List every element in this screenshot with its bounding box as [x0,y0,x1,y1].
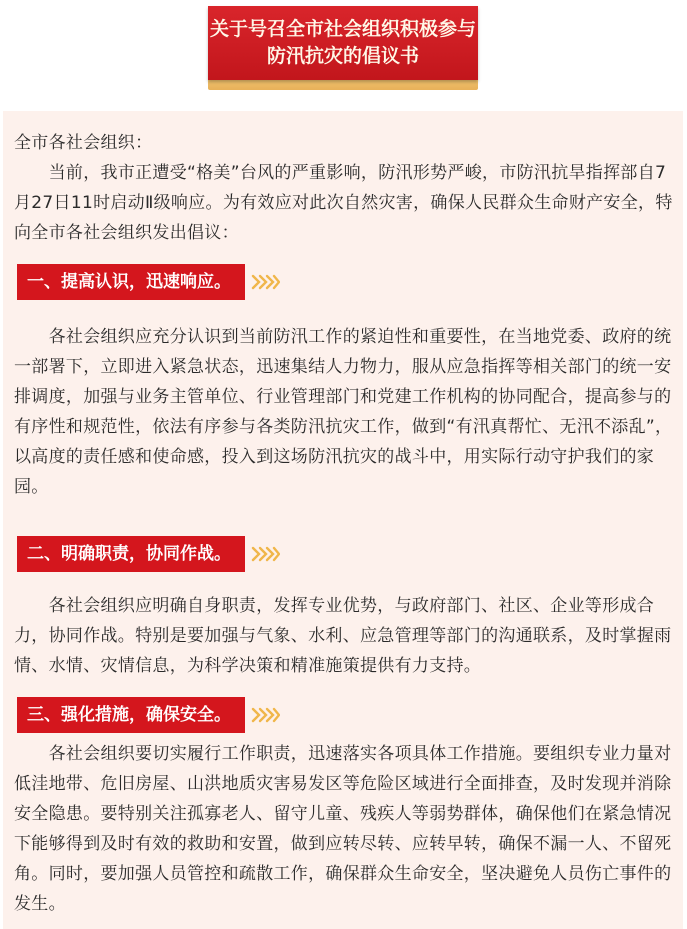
chevron-arrows-icon [250,706,280,724]
section-heading-1: 一、提高认识，迅速响应。 [17,264,245,300]
section-body-3: 各社会组织要切实履行工作职责，迅速落实各项具体工作措施。要组织专业力量对低洼地带、危旧房屋、山洪地质灾害易发区等危险区域进行全面排查，及时发现并消除安全隐患。要特别关注孤寡老人、留守儿童、残疾人等弱势群体，确保他们在紧急情况下能够得到及时有效的救助和安置，做到应转尽转、应转早转，确保不漏一人、不留死角。同时，要加强人员管控和疏散工作，确保群众生命安全，坚决避免人员伤亡事件的发生。 [14,744,672,914]
title-line-1: 关于号召全市社会组织积极参与 [209,18,476,40]
section-heading-3: 三、强化措施，确保安全。 [17,697,245,733]
section-body-2: 各社会组织应明确自身职责，发挥专业优势，与政府部门、社区、企业等形成合力，协同作战。特别是要加强与气象、水利、应急管理等部门的沟通联系，及时掌握雨情、水情、灾情信息，为科学决策和精准施策提供有力支持。 [14,596,672,676]
salutation: 全市各社会组织： [14,133,153,153]
title-banner [208,6,478,90]
intro-paragraph: 当前，我市正遭受“格美”台风的严重影响，防汛形势严峻，市防汛抗旱指挥部自7月27日11时启动Ⅱ级响应。为有效应对此次自然灾害，确保人民群众生命财产安全，特向全市各社会组织发出倡议： [14,163,673,243]
title-line-2: 防汛抗灾的倡议书 [266,45,419,67]
section-body-1: 各社会组织应充分认识到当前防汛工作的紧迫性和重要性，在当地党委、政府的统一部署下，立即进入紧急状态，迅速集结人力物力，服从应急指挥等相关部门的统一安排调度，加强与业务主管单位、行业管理部门和党建工作机构的协同配合，提高参与的有序性和规范性，依法有序参与各类防汛抗灾工作，做到“有汛真帮忙、无汛不添乱”，以高度的责任感和使命感，投入到这场防汛抗灾的战斗中，用实际行动守护我们的家园。 [14,327,673,497]
document-title [208,6,478,80]
chevron-arrows-icon [250,545,280,563]
section-heading-2: 二、明确职责，协同作战。 [17,536,245,572]
chevron-arrows-icon [250,273,280,291]
